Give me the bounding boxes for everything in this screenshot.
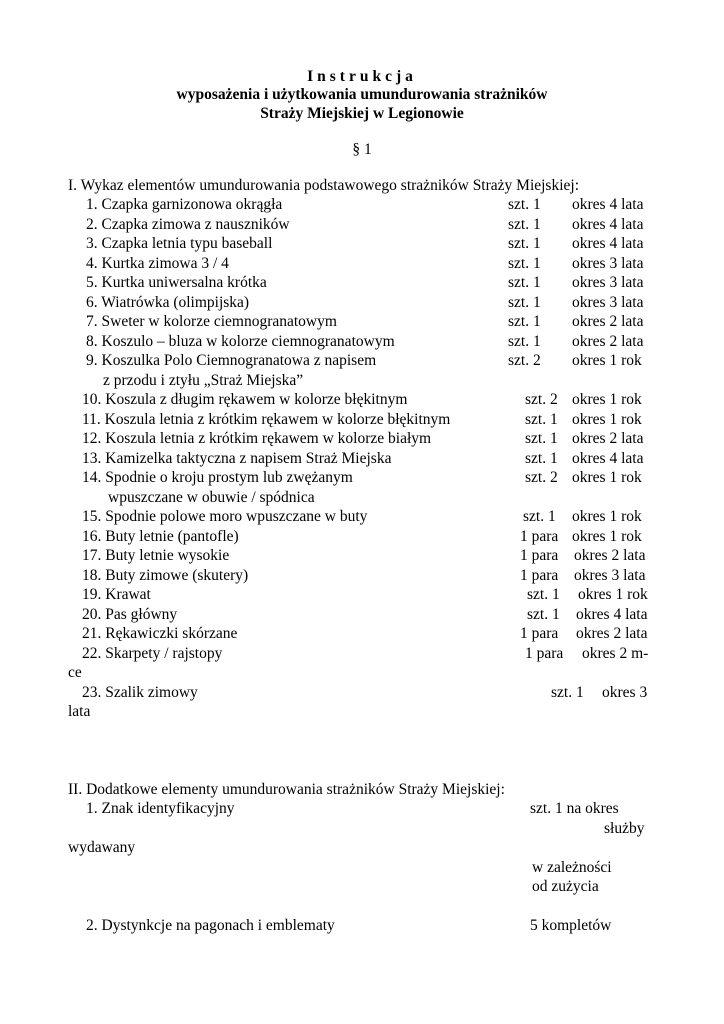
section2-heading: II. Dodatkowe elementy umundurowania strażników Straży Miejskiej:: [68, 781, 505, 798]
list-item-text: 1. Czapka garnizonowa okrągła: [86, 196, 283, 213]
list-item-text: 5. Kurtka uniwersalna krótka: [86, 274, 267, 291]
list-item-period: okres 4 lata: [572, 216, 644, 233]
list-item-continuation: służby: [604, 820, 645, 837]
list-item-continuation: w zależności: [532, 859, 612, 876]
list-item-qty: szt. 1 na okres: [530, 800, 619, 817]
list-item-period: okres 4 lata: [572, 450, 644, 467]
list-item-continuation: wpuszczane w obuwie / spódnica: [108, 489, 315, 506]
section1-heading: I. Wykaz elementów umundurowania podstawowego strażników Straży Miejskiej:: [68, 177, 580, 194]
list-item-qty: 1 para: [520, 567, 559, 584]
list-item-text: 7. Sweter w kolorze ciemnogranatowym: [86, 313, 337, 330]
list-item-period: okres 3 lata: [574, 567, 646, 584]
list-item-period: okres 2 lata: [574, 547, 646, 564]
list-item-period: okres 2 lata: [572, 333, 644, 350]
list-item-text: 17. Buty letnie wysokie: [82, 547, 230, 564]
paragraph-number: § 1: [352, 141, 372, 158]
list-item-text: 3. Czapka letnia typu baseball: [86, 235, 273, 252]
list-item-qty: 1 para: [525, 645, 564, 662]
list-item-period: okres 3 lata: [572, 255, 644, 272]
list-item-qty: szt. 1: [525, 411, 558, 428]
list-item-text: 21. Rękawiczki skórzane: [82, 625, 238, 642]
list-item-period: okres 1 rok: [572, 411, 642, 428]
list-item-text: 11. Koszula letnia z krótkim rękawem w kolorze błękitnym: [82, 411, 451, 428]
list-item-qty: szt. 2: [525, 391, 558, 408]
list-item-period: okres 4 lata: [572, 196, 644, 213]
list-item-qty: 5 kompletów: [530, 917, 612, 934]
list-item-continuation: wydawany: [68, 839, 136, 856]
list-item-period: okres 3 lata: [572, 294, 644, 311]
list-item-text: 10. Koszula z długim rękawem w kolorze błękitnym: [82, 391, 408, 408]
list-item-qty: szt. 2: [508, 352, 541, 369]
list-item-qty: szt. 1: [508, 294, 541, 311]
list-item-text: 14. Spodnie o kroju prostym lub zwężanym: [82, 469, 353, 486]
list-item-period: okres 4 lata: [576, 606, 648, 623]
list-item-qty: szt. 1: [508, 235, 541, 252]
list-item-qty: szt. 1: [508, 313, 541, 330]
list-item-qty: 1 para: [520, 625, 559, 642]
list-item-period: okres 1 rok: [572, 508, 642, 525]
list-item-qty: szt. 1: [525, 450, 558, 467]
list-item-period: okres 2 lata: [572, 313, 644, 330]
document-subtitle-line1: wyposażenia i użytkowania umundurowania strażników: [176, 86, 548, 103]
list-item-qty: szt. 1: [551, 684, 584, 701]
list-item-text: 8. Koszulo – bluza w kolorze ciemnogranatowym: [86, 333, 395, 350]
list-item-qty: 1 para: [520, 528, 559, 545]
list-item-period: okres 2 m-: [582, 645, 649, 662]
document-subtitle-line2: Straży Miejskiej w Legionowie: [260, 105, 464, 122]
list-item-text: 18. Buty zimowe (skutery): [82, 567, 249, 584]
list-item-qty: szt. 1: [508, 196, 541, 213]
list-item-qty: szt. 1: [527, 586, 560, 603]
list-item-continuation: z przodu i ztyłu „Straż Miejska”: [103, 372, 304, 389]
list-item-period: okres 2 lata: [572, 430, 644, 447]
list-item-continuation: od zużycia: [532, 878, 599, 895]
list-item-period: okres 1 rok: [578, 586, 648, 603]
list-item-text: 9. Koszulka Polo Ciemnogranatowa z napisem: [86, 352, 377, 369]
list-item-qty: szt. 1: [527, 606, 560, 623]
list-item-qty: szt. 1: [508, 274, 541, 291]
list-item-period: okres 1 rok: [572, 469, 642, 486]
list-item-text: 12. Koszula letnia z krótkim rękawem w kolorze białym: [82, 430, 432, 447]
list-item-period: okres 1 rok: [572, 352, 642, 369]
list-item-qty: 1 para: [520, 547, 559, 564]
list-item-period: okres 3 lata: [572, 274, 644, 291]
list-item-text: 16. Buty letnie (pantofle): [82, 528, 239, 545]
list-item-text: 20. Pas główny: [82, 606, 178, 623]
list-item-period: okres 3: [602, 684, 648, 701]
list-item-period: okres 4 lata: [572, 235, 644, 252]
list-item-period: okres 2 lata: [576, 625, 648, 642]
list-item-qty: szt. 2: [525, 469, 558, 486]
list-item-qty: szt. 1: [523, 508, 556, 525]
list-item-continuation: ce: [68, 664, 82, 681]
list-item-text: 15. Spodnie polowe moro wpuszczane w buty: [82, 508, 368, 525]
list-item-text: 13. Kamizelka taktyczna z napisem Straż Miejska: [82, 450, 392, 467]
document-title: Instrukcja: [307, 68, 417, 85]
list-item-qty: szt. 1: [508, 255, 541, 272]
list-item-qty: szt. 1: [508, 216, 541, 233]
list-item-qty: szt. 1: [508, 333, 541, 350]
list-item-continuation: lata: [68, 703, 91, 720]
list-item-qty: szt. 1: [525, 430, 558, 447]
list-item-text: 1. Znak identyfikacyjny: [86, 800, 235, 817]
list-item-text: 4. Kurtka zimowa 3 / 4: [86, 255, 229, 272]
list-item-text: 22. Skarpety / rajstopy: [82, 645, 223, 662]
list-item-text: 23. Szalik zimowy: [82, 684, 198, 701]
list-item-period: okres 1 rok: [572, 528, 642, 545]
list-item-text: 2. Dystynkcje na pagonach i emblematy: [86, 917, 335, 934]
list-item-text: 6. Wiatrówka (olimpijska): [86, 294, 250, 311]
list-item-period: okres 1 rok: [572, 391, 642, 408]
list-item-text: 19. Krawat: [82, 586, 151, 603]
list-item-text: 2. Czapka zimowa z nauszników: [86, 216, 290, 233]
